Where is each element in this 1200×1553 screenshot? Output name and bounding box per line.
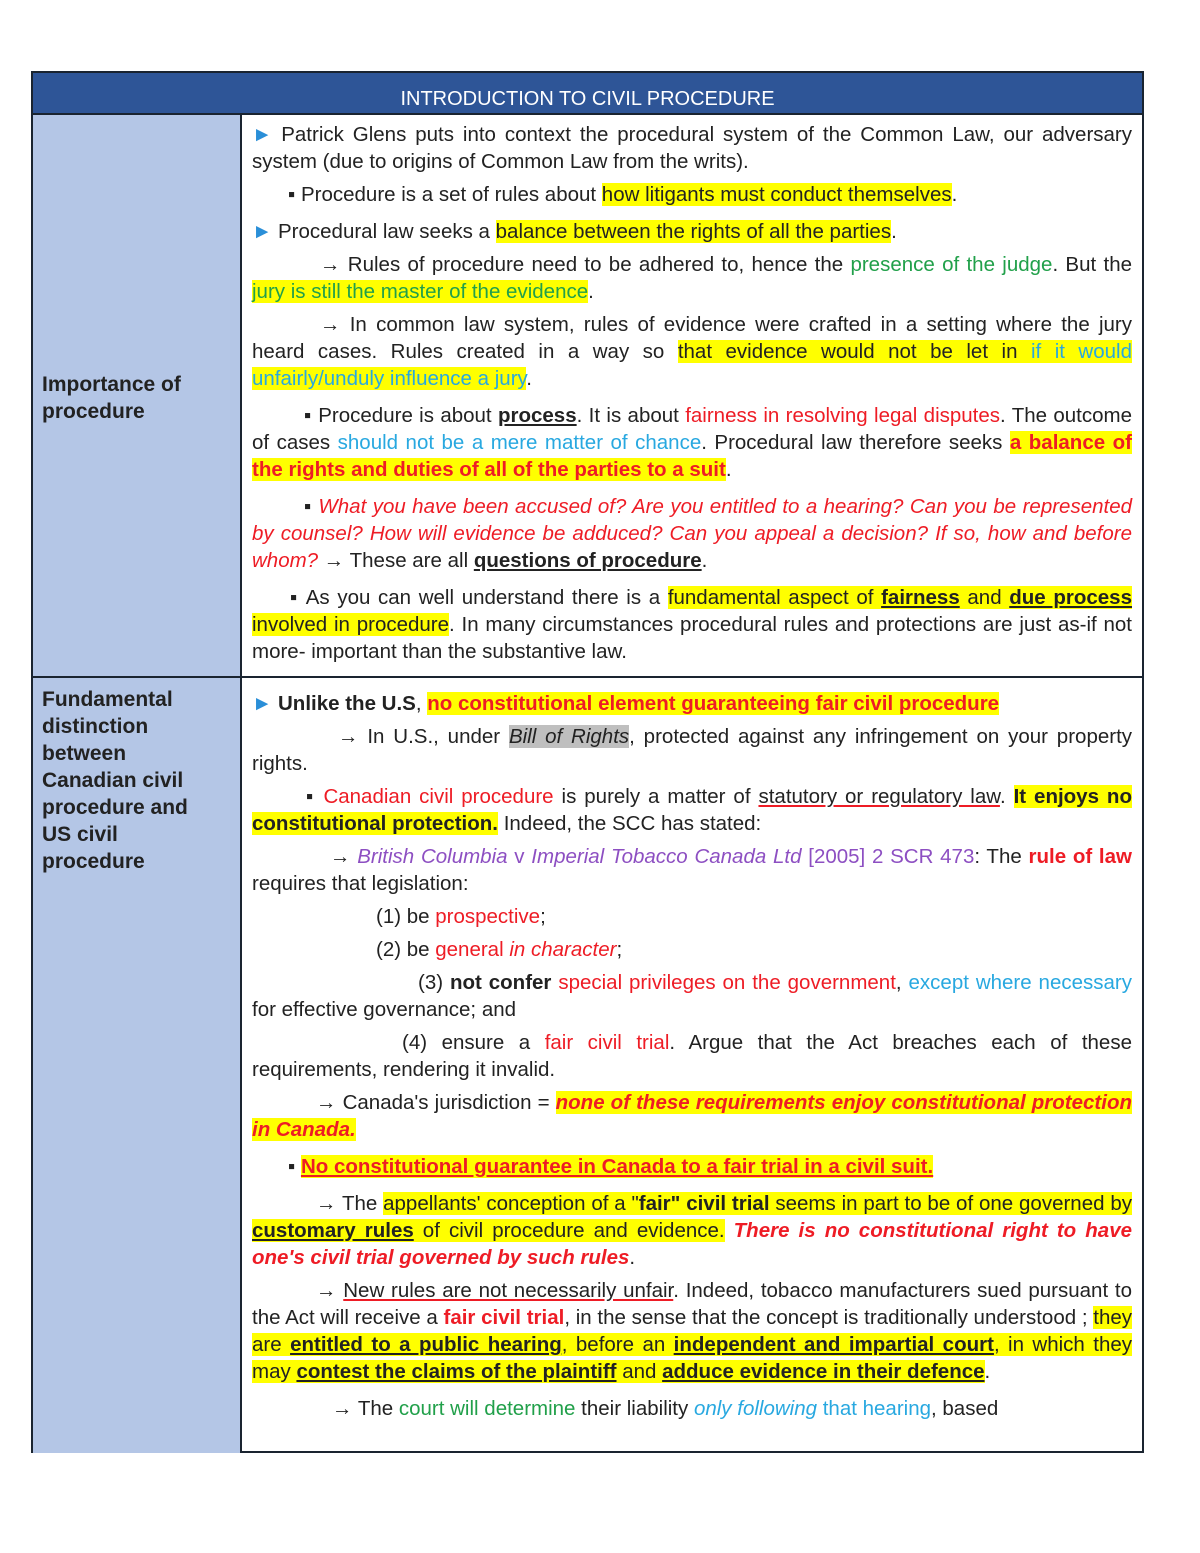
paragraph: → New rules are not necessarily unfair. Indeed, tobacco manufacturers sued pursuant to the Act will receive a fair civil trial, in the sense that the concept is traditionally understood ; they are entitled to a public hearing, before an independent and impartial court, in which they may contest the claims of the plaintiff and adduce evidence in their defence.	[252, 1279, 1133, 1383]
paragraph: (1) be prospective;	[376, 905, 546, 928]
procedure-table	[31, 71, 1144, 1453]
triangle-right-icon: ►	[252, 692, 273, 715]
row-content-importance	[242, 115, 1142, 676]
triangle-right-icon: ►	[252, 220, 273, 243]
paragraph: → In U.S., under Bill of Rights, protected against any infringement on your property rights.	[252, 725, 1133, 775]
paragraph: → British Columbia v Imperial Tobacco Canada Ltd [2005] 2 SCR 473: The rule of law requires that legislation:	[252, 845, 1132, 895]
paragraph: ► Patrick Glens puts into context the procedural system of the Common Law, our adversary system (due to origins of Common Law from the writs).	[252, 123, 1132, 173]
paragraph: ▪ As you can well understand there is a fundamental aspect of fairness and due process involved in procedure. In many circumstances procedural rules and protections are just as-if not more- important than the substantive law.	[252, 586, 1132, 663]
row-label-cell	[33, 678, 242, 1453]
paragraph: (3) not confer special privileges on the government, except where necessary for effective governance; and	[252, 971, 1132, 1021]
paragraph: (2) be general in character;	[376, 938, 623, 961]
paragraph: → In common law system, rules of evidence were crafted in a setting where the jury heard cases. Rules created in a way so that evidence would not be let in if it would unfairly/unduly influence a jury.	[252, 313, 1132, 390]
row-label-importance: Importance of procedure	[42, 373, 181, 423]
paragraph: ▪ No constitutional guarantee in Canada to a fair trial in a civil suit.	[288, 1155, 934, 1178]
paragraph: → Rules of procedure need to be adhered to, hence the presence of the judge. But the jury is still the master of the evidence.	[252, 253, 1132, 303]
paragraph: ▪ Procedure is a set of rules about how litigants must conduct themselves.	[288, 183, 958, 206]
paragraph: ▪ Canadian civil procedure is purely a matter of statutory or regulatory law. It enjoys no constitutional protection. Indeed, the SCC has stated:	[252, 785, 1132, 835]
paragraph: → The court will determine their liability only following that hearing, based	[332, 1397, 999, 1420]
paragraph: ▪ Procedure is about process. It is about fairness in resolving legal disputes. The outcome of cases should not be a mere matter of chance. Procedural law therefore seeks a balance of the rights and duties of all of the parties to a suit.	[252, 404, 1132, 481]
triangle-right-icon: ►	[252, 123, 273, 146]
paragraph: ► Procedural law seeks a balance between the rights of all the parties.	[252, 220, 897, 243]
row-label-distinction: Fundamental distinction between Canadian civil procedure and US civil procedure	[42, 688, 188, 873]
paragraph: → The appellants' conception of a "fair" civil trial seems in part to be of one governed by customary rules of civil procedure and evidence. There is no constitutional right to have one's civil trial governed by such rules.	[252, 1192, 1132, 1269]
table-title: INTRODUCTION TO CIVIL PROCEDURE	[33, 73, 1142, 115]
row-content-distinction	[242, 678, 1142, 1453]
paragraph: ► Unlike the U.S, no constitutional element guaranteeing fair civil procedure	[252, 692, 1000, 715]
paragraph: → Canada's jurisdiction = none of these requirements enjoy constitutional protection in Canada.	[252, 1091, 1133, 1141]
paragraph: ▪ What you have been accused of? Are you entitled to a hearing? Can you be represented by counsel? How will evidence be adduced? Can you appeal a decision? If so, how and before whom? → These are all questions of procedure.	[252, 495, 1132, 572]
paragraph: (4) ensure a fair civil trial. Argue that the Act breaches each of these requirements, rendering it invalid.	[252, 1031, 1132, 1081]
row-label-cell	[33, 115, 242, 678]
